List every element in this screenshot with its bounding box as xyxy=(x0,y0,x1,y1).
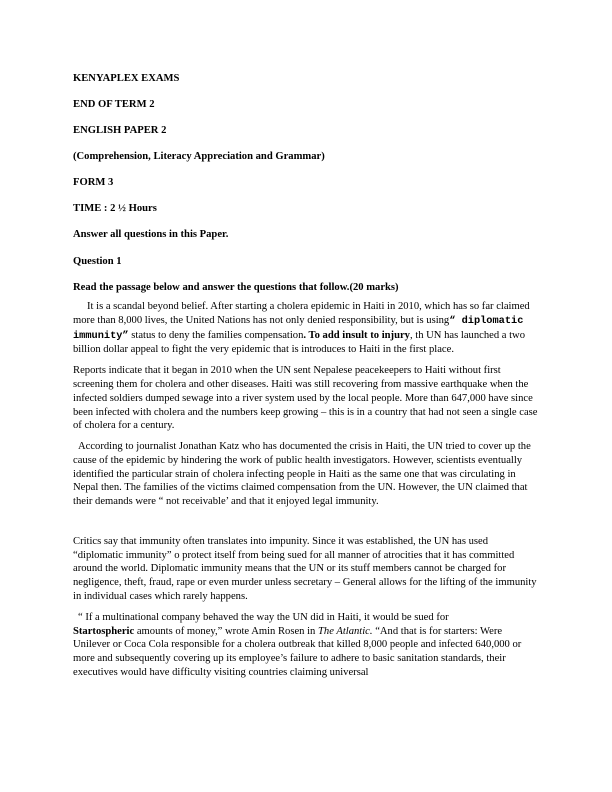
instructions: Answer all questions in this Paper. xyxy=(73,229,229,241)
document-content xyxy=(73,72,539,687)
p5-text-a: “ If a multinational company behaved the way the UN did in Haiti, it would be sued for xyxy=(78,611,449,623)
p1-diplomatic-immunity-term: “ diplomatic immunity” xyxy=(73,315,524,342)
form-level: FORM 3 xyxy=(73,177,114,189)
p1-idiom-bold: . To add insult to injury xyxy=(303,329,410,341)
paragraph-gap xyxy=(73,516,539,535)
passage-paragraph-3: According to journalist Jonathan Katz who has documented the crisis in Haiti, the UN tried to cover up the cause of the epidemic by hindering the work of public health investigators. However, scientists eventually identified the particular strain of cholera infecting people in Haiti as the same one that was circulating in Nepal then. The families of the victims claimed compensation from the UN. However, the UN claimed that their demands were “ not receivable’ and that it enjoyed legal immunity. xyxy=(73,441,531,508)
passage-paragraph-4: Critics say that immunity often translates into impunity. Since it was established, the UN has used “diplomatic immunity” o protect itself from being sued for all manner of atrocities that it has committed around the world. Diplomatic immunity means that the UN or its stuff members cannot be charged for negligence, theft, fraud, rape or even murder unless secretary – General allows for the lifting of the immunity in individual cases which rarely happens. xyxy=(73,536,537,602)
p5-text-e: “And that is for starters: Were Unilever or Coca Cola responsible for a cholera outbreak that killed 8,000 people and infected 640,000 or more and subsequently covering up its employee’s failure to adhere to basic sanitation standards, their executives would have difficulty visiting countries claiming universal xyxy=(73,625,522,678)
term-title: END OF TERM 2 xyxy=(73,99,155,111)
passage-paragraph-5 xyxy=(73,611,539,680)
p5-bold-word: Startospheric xyxy=(73,625,135,637)
p1-text-e: , th UN has launched a two billion dollar appeal to fight the very epidemic that is introduces to Haiti in the first place. xyxy=(73,329,525,356)
p1-text-c: status to deny the families compensation xyxy=(128,329,304,341)
p1-text-a: It is a scandal beyond belief. After starting a cholera epidemic in Haiti in 2010, which has so far claimed more than 8,000 lives, the United Nations has not only denied responsibility, but is using xyxy=(73,301,530,327)
question-number: Question 1 xyxy=(73,255,122,267)
passage-paragraph-1 xyxy=(73,300,539,357)
p5-publication-name: The Atlantic. xyxy=(318,625,373,637)
p5-text-c: amounts of money,” wrote Amin Rosen in xyxy=(134,625,318,637)
passage-paragraph-2: Reports indicate that it began in 2010 when the UN sent Nepalese peacekeepers to Haiti without first screening them for cholera and other diseases. Haiti was still recovering from massive earthquake when the infected soldiers dumped sewage into a river system used by the local people. More than 647,000 have since been infected with cholera and the numbers keep growing – this is in a country that had not seen a single case of cholera for a century. xyxy=(73,365,538,432)
question-instruction: Read the passage below and answer the questions that follow.(20 marks) xyxy=(73,281,399,293)
paper-title: ENGLISH PAPER 2 xyxy=(73,125,167,137)
exam-provider-title: KENYAPLEX EXAMS xyxy=(73,73,180,84)
time-allowed: TIME : 2 ½ Hours xyxy=(73,203,157,215)
paper-subtitle: (Comprehension, Literacy Appreciation and Grammar) xyxy=(73,151,325,163)
